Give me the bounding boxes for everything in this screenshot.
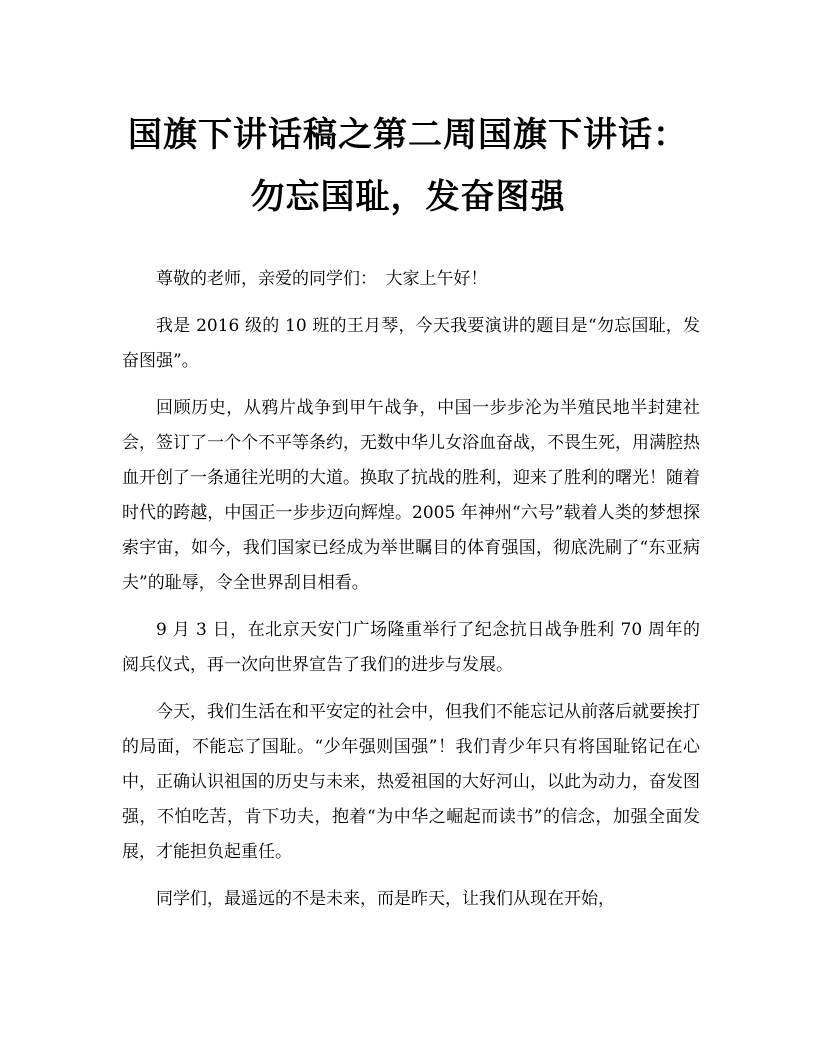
responsibility-paragraph: 今天，我们生活在和平安定的社会中，但我们不能忘记从前落后就要挨打的局面，不能忘了国耻。“少年强则国强”！我们青少年只有将国耻铭记在心中，正确认识祖国的历史与未来，热爱祖国的大好河山，以此为动力，奋发图强，不怕吃苦，肯下功夫，抱着“为中华之崛起而读书”的信念，加强全面发展，才能担负起重任。 [122,702,700,862]
parade-paragraph: 9 月 3 日，在北京天安门广场隆重举行了纪念抗日战争胜利 70 周年的阅兵仪式，再一次向世界宣告了我们的进步与发展。 [122,620,700,675]
closing-paragraph: 同学们，最遥远的不是未来，而是昨天，让我们从现在开始， [156,889,615,909]
document-title: 国旗下讲话稿之第二周国旗下讲话：勿忘国耻，发奋图强 [128,115,688,217]
greeting-paragraph: 尊敬的老师，亲爱的同学们： 大家上午好！ [156,269,488,289]
document-body [122,262,700,929]
history-paragraph: 回顾历史，从鸦片战争到甲午战争，中国一步步沦为半殖民地半封建社会，签订了一个个不平等条约，无数中华儿女浴血奋战，不畏生死，用满腔热血开创了一条通往光明的大道。换取了抗战的胜利，迎来了胜利的曙光！随着时代的跨越，中国正一步步迈向辉煌。2005 年神州“六号”载着人类的梦想探索宇宙，如今，我们国家已经成为举世瞩目的体育强国，彻底洗刷了“东亚病夫”的耻辱，令全世界刮目相看。 [122,398,700,593]
introduction-paragraph: 我是 2016 级的 10 班的王月琴，今天我要演讲的题目是“勿忘国耻，发奋图强”。 [122,316,700,371]
